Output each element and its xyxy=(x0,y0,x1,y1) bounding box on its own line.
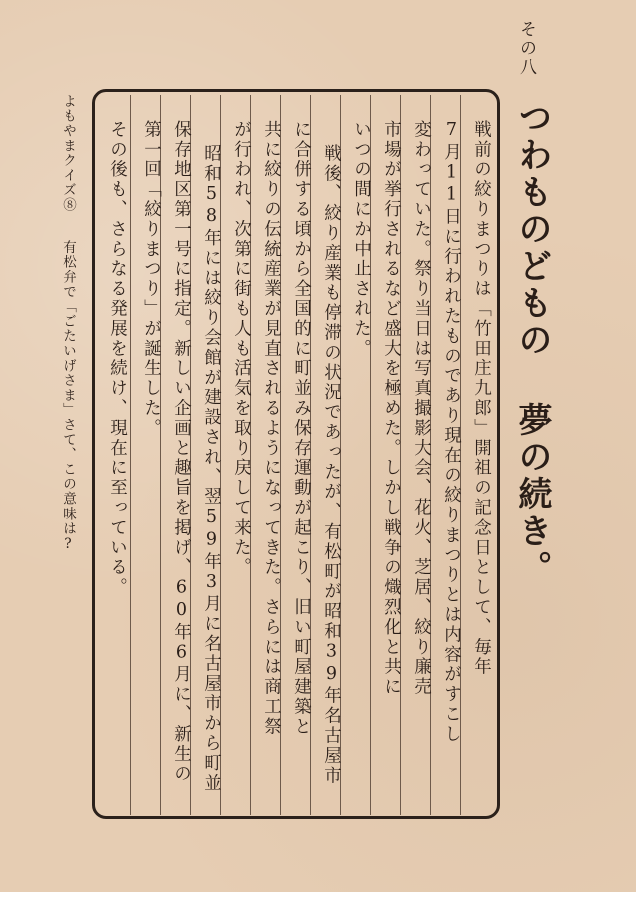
body-line: 市場が挙行されるなど盛大を極めた。しかし戦争の熾烈化と共に xyxy=(381,120,402,698)
quiz-label: よもやまクイズ⑧ xyxy=(60,94,76,213)
body-line: に合併する頃から全国的に町並み保存運動が起こり、旧い町屋建築と xyxy=(291,120,312,737)
section-number: その八 xyxy=(516,20,536,77)
body-line: いつの間にか中止された。 xyxy=(351,120,372,359)
body-line: 昭和58年には絞り会館が建設され、翌59年3月に名古屋市から町並 xyxy=(201,144,222,794)
body-line: 保存地区第一号に指定。新しい企画と趣旨を掲げ、60年6月に、新生の xyxy=(171,120,192,785)
body-line: その後も、さらなる発展を続け、現在に至っている。 xyxy=(107,120,128,598)
body-line: が行われ、次第に街も人も活気を取り戻して来た。 xyxy=(231,120,252,578)
body-line: 共に絞りの伝統産業が見直されるようになってきた。さらには商工祭 xyxy=(261,120,282,737)
page-title: つわものどもの 夢の続き。 xyxy=(512,100,552,587)
body-line: 戦前の絞りまつりは「竹田庄九郎」開祖の記念日として、毎年 xyxy=(471,120,492,678)
body-line: 戦後、絞り産業も停滞の状況であったが、有松町が昭和39年名古屋市 xyxy=(321,144,342,786)
body-line: 第一回「絞りまつり」が誕生した。 xyxy=(141,120,162,439)
body-line: 変わっていた。祭り当日は写真撮影大会、花火、芝居、絞り廉売 xyxy=(411,120,432,698)
body-text xyxy=(96,120,496,800)
quiz-question: 有松弁で「ごたいげさま」さて、この意味は? xyxy=(60,240,76,554)
body-line: 7月11日に行われたものであり現在の絞りまつりとは内容がすこし xyxy=(441,120,462,745)
